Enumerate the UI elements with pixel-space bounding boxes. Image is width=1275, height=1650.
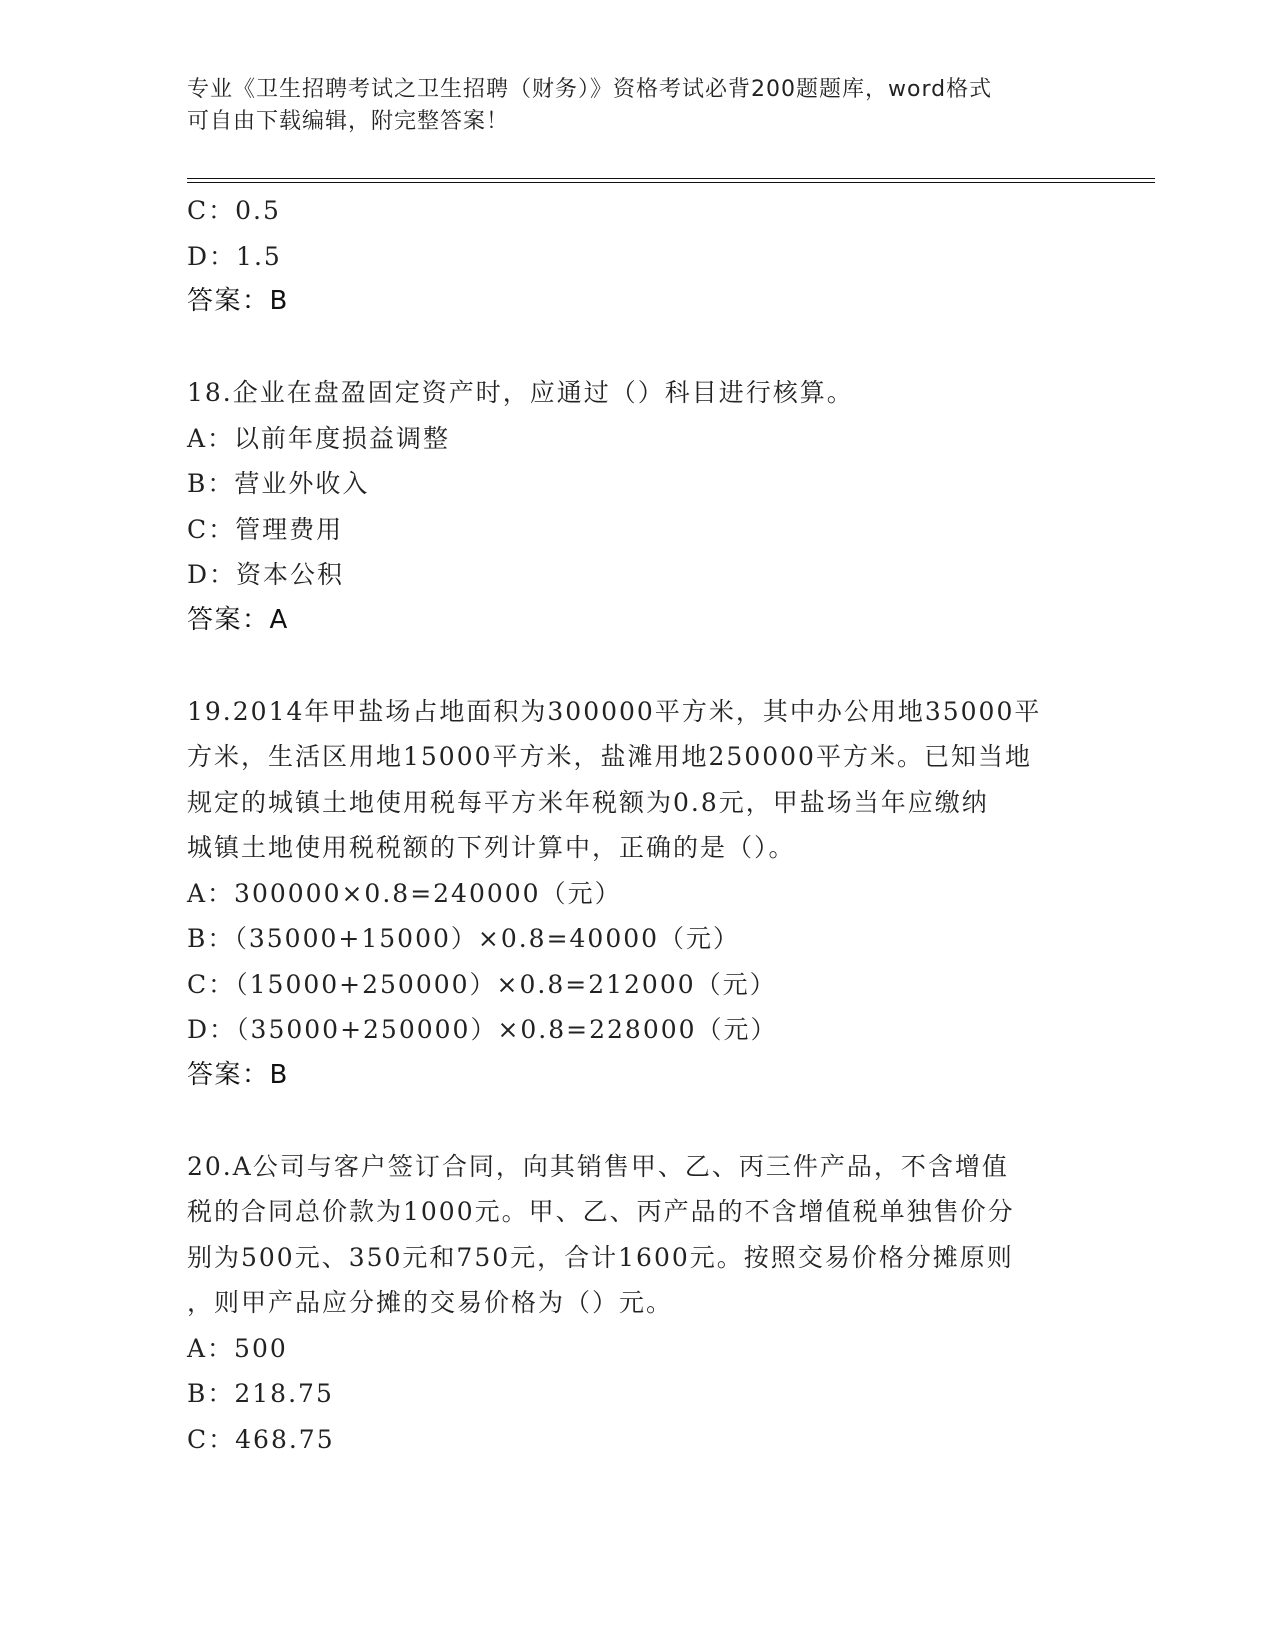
question-stem-line: 方米，生活区用地15000平方米，盐滩用地250000平方米。已知当地 bbox=[187, 742, 1032, 771]
question-stem-line: 城镇土地使用税税额的下列计算中，正确的是（）。 bbox=[187, 833, 796, 862]
option-a: A：500 bbox=[187, 1333, 288, 1363]
option-b: B：营业外收入 bbox=[187, 469, 370, 498]
question-stem-line: 税的合同总价款为1000元。甲、乙、丙产品的不含增值税单独售价分 bbox=[187, 1197, 1015, 1226]
answer-label: 答案：A bbox=[187, 604, 289, 635]
header-line-2: 可自由下载编辑，附完整答案！ bbox=[187, 109, 510, 134]
option-d: D：1.5 bbox=[187, 241, 282, 271]
option-b: B：218.75 bbox=[187, 1379, 334, 1408]
header-divider-top bbox=[187, 178, 1155, 179]
question-19 bbox=[187, 689, 1077, 1099]
header-line-1: 专业《卫生招聘考试之卫生招聘（财务）》资格考试必背200题题库，word格式 bbox=[187, 77, 993, 102]
answer-label: 答案：B bbox=[187, 286, 289, 316]
option-d: D：（35000+250000）×0.8=228000（元） bbox=[187, 1015, 778, 1044]
question-stem: 18.企业在盘盈固定资产时，应通过（）科目进行核算。 bbox=[187, 378, 854, 407]
option-c: C：（15000+250000）×0.8=212000（元） bbox=[187, 969, 777, 999]
spacer bbox=[187, 325, 1077, 371]
option-a: A：以前年度损益调整 bbox=[187, 423, 451, 453]
spacer bbox=[187, 1098, 1077, 1144]
option-c: C：0.5 bbox=[187, 196, 281, 225]
spacer bbox=[187, 643, 1077, 689]
document-body bbox=[187, 188, 1077, 1462]
option-c: C：468.75 bbox=[187, 1424, 335, 1454]
option-a: A：300000×0.8=240000（元） bbox=[187, 878, 622, 908]
header-divider-bottom bbox=[187, 182, 1155, 183]
question-18 bbox=[187, 370, 1077, 643]
question-stem-line: 规定的城镇土地使用税每平方米年税额为0.8元，甲盐场当年应缴纳 bbox=[187, 787, 989, 817]
question-17-tail bbox=[187, 188, 1077, 325]
question-stem-line: 20.A公司与客户签订合同，向其销售甲、乙、丙三件产品，不含增值 bbox=[187, 1151, 1009, 1181]
question-stem-line: 别为500元、350元和750元，合计1600元。按照交易价格分摊原则 bbox=[187, 1242, 1014, 1272]
option-b: B：（35000+15000）×0.8=40000（元） bbox=[187, 924, 741, 953]
question-stem-line: 19.2014年甲盐场占地面积为300000平方米，其中办公用地35000平 bbox=[187, 696, 1042, 726]
question-20 bbox=[187, 1144, 1077, 1463]
option-c: C：管理费用 bbox=[187, 514, 344, 544]
document-header bbox=[187, 74, 1067, 138]
question-stem-line: ，则甲产品应分摊的交易价格为（）元。 bbox=[187, 1288, 674, 1317]
option-d: D：资本公积 bbox=[187, 560, 345, 589]
answer-label: 答案：B bbox=[187, 1059, 289, 1090]
